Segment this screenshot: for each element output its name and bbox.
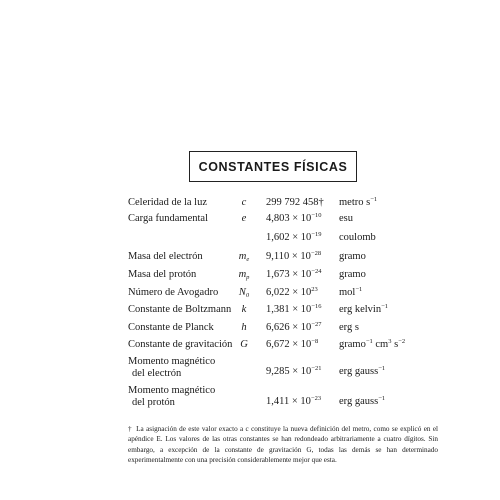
constant-value: $6,626 \times 10^{-27}$ xyxy=(266,321,322,333)
constant-unit: erg gauss$^{-1}$ xyxy=(339,365,386,377)
table-row xyxy=(0,339,500,355)
constant-name: Masa del protón xyxy=(128,269,197,280)
constant-name-line2: del protón xyxy=(132,397,175,408)
table-row xyxy=(0,385,500,415)
constant-unit: gramo xyxy=(339,251,366,262)
table-row xyxy=(0,197,500,213)
constant-value: $6,672 \times 10^{-8}$ xyxy=(266,338,319,350)
constant-value: $6,022 \times 10^{23}$ xyxy=(266,286,318,298)
constant-name: Masa del electrón xyxy=(128,251,203,262)
table-row xyxy=(0,356,500,386)
constant-value: $9,285 \times 10^{-21}$ xyxy=(266,365,322,377)
footnote xyxy=(128,424,438,466)
constant-unit: erg gauss$^{-1}$ xyxy=(339,395,386,407)
constant-name: Momento magnético xyxy=(128,356,216,367)
constant-symbol: k xyxy=(241,304,247,315)
table-row xyxy=(0,269,500,285)
constant-value: $1,411 \times 10^{-23}$ xyxy=(266,395,322,407)
constant-symbol: $m_p$ xyxy=(238,269,250,281)
constant-unit: metro $s^{-1}$ xyxy=(339,196,378,208)
constant-value: $1,602 \times 10^{-19}$ xyxy=(266,231,322,243)
table-row xyxy=(0,213,500,229)
table-row xyxy=(0,304,500,320)
constant-unit: gramo$^{-1}$ $cm^3$ $s^{-2}$ xyxy=(339,338,406,350)
constant-unit: esu xyxy=(339,213,353,224)
constant-symbol: e xyxy=(241,213,247,224)
constant-unit: mol$^{-1}$ xyxy=(339,286,363,298)
constant-name-line2: del electrón xyxy=(132,368,182,379)
constant-name: Constante de Planck xyxy=(128,322,214,333)
constant-name: Constante de gravitación xyxy=(128,339,233,350)
constant-name: Número de Avogadro xyxy=(128,287,219,298)
table-row xyxy=(0,287,500,303)
constant-symbol: $m_e$ xyxy=(238,251,250,263)
constant-value: $1,673 \times 10^{-24}$ xyxy=(266,268,322,280)
constant-unit: erg s xyxy=(339,322,359,333)
footnote-text: La asignación de este valor exacto a c constituye la nueva definición del metro, como se explicó en el apéndice E. Los valores de las otras constantes se han redondeado arbitrariamente a cuatro dígitos. Sin embargo, a excepción de la constante de gravitación G, todas las demás se han determinado experimentalmente con una precisión considerablemente mejor que esta. xyxy=(128,425,439,465)
table-row xyxy=(0,251,500,267)
constant-unit: coulomb xyxy=(339,232,376,243)
page-title: CONSTANTES FÍSICAS xyxy=(189,151,357,182)
constant-name: Celeridad de la luz xyxy=(128,197,208,208)
constant-name: Carga fundamental xyxy=(128,213,208,224)
constant-name: Constante de Boltzmann xyxy=(128,304,232,315)
footnote-marker: † xyxy=(128,425,133,433)
constant-value: $4,803 \times 10^{-10}$ xyxy=(266,212,322,224)
table-row xyxy=(0,232,500,248)
table-row xyxy=(0,322,500,338)
constant-symbol: G xyxy=(240,339,248,350)
constant-value: $9,110 \times 10^{-28}$ xyxy=(266,250,322,262)
constant-symbol: h xyxy=(241,322,247,333)
constant-symbol: c xyxy=(241,197,247,208)
constant-unit: erg kelvin$^{-1}$ xyxy=(339,303,389,315)
constant-symbol: $N_0$ xyxy=(238,287,250,299)
constant-value: $1,381 \times 10^{-16}$ xyxy=(266,303,322,315)
constant-unit: gramo xyxy=(339,269,366,280)
constant-value: 299 792 458† xyxy=(266,197,324,208)
constant-name: Momento magnético xyxy=(128,385,216,396)
